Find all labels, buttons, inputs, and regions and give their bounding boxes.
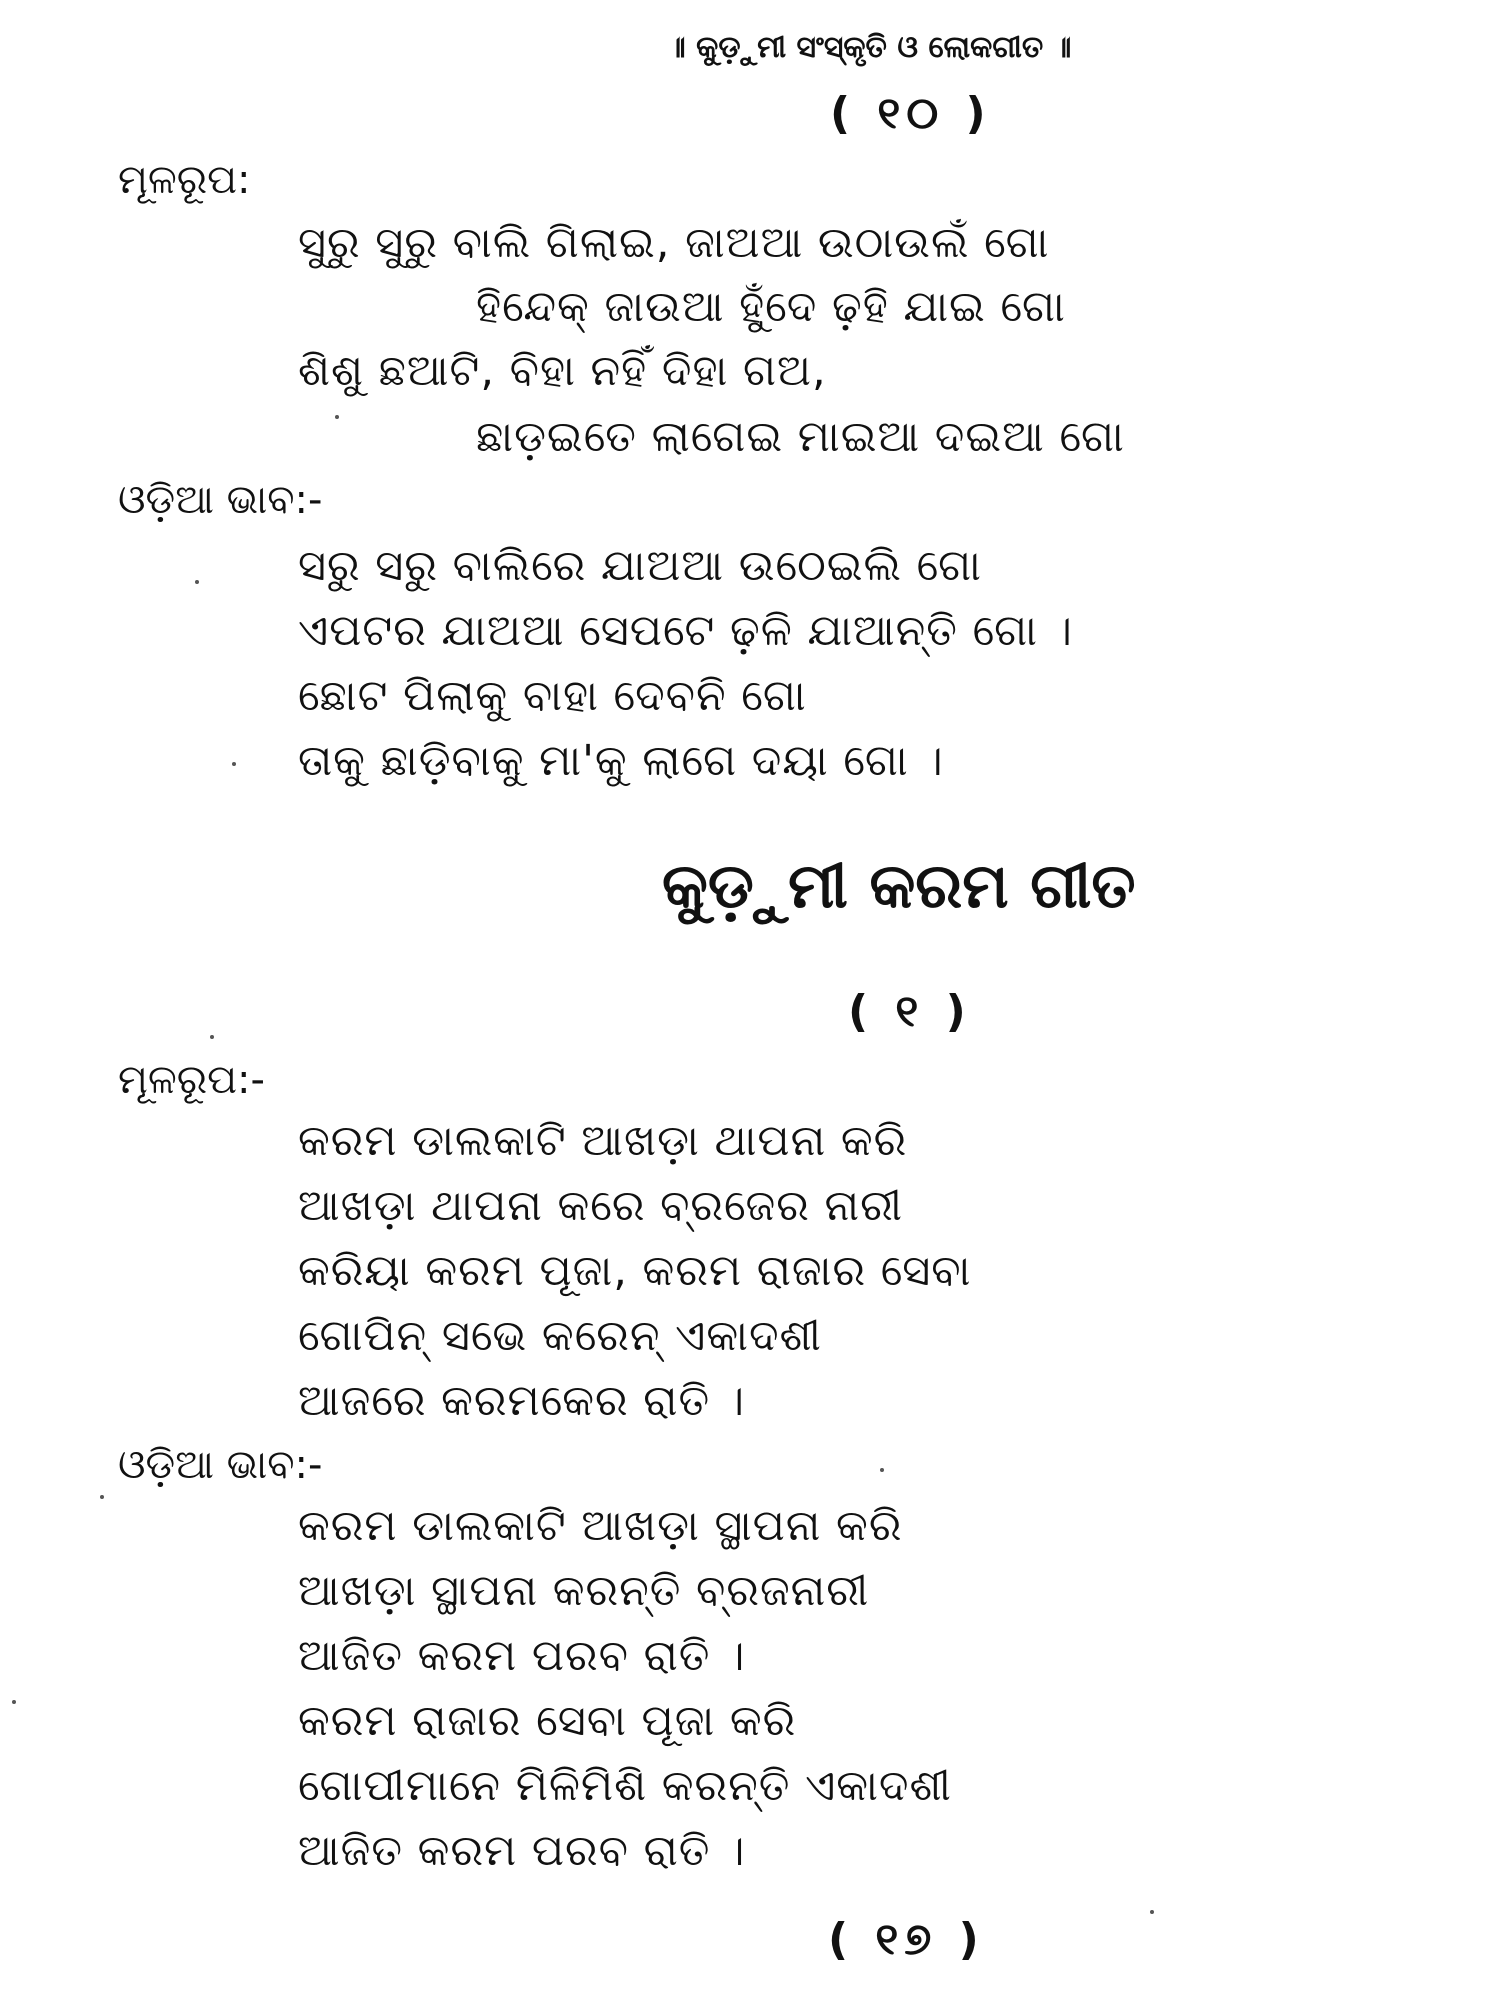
verse-line: କରମ ଡାଲକାଟି ଆଖଡ଼ା ଥାପନା କରି bbox=[298, 1116, 908, 1166]
verse-line: କରିୟା କରମ ପୂଜା, କରମ ରାଜାର ସେବା bbox=[298, 1246, 972, 1296]
odia-meaning-label: ଓଡ଼ିଆ ଭାବ:- bbox=[118, 477, 323, 523]
scan-speck bbox=[880, 1468, 884, 1472]
verse-line: ତାକୁ ଛାଡ଼ିବାକୁ ମା'କୁ ଲାଗେ ଦୟା ଗୋ । bbox=[298, 736, 944, 786]
verse-line: ହିନ୍ଦେକ୍ ଜାଉଆ ହୁଁଦେ ଢ଼ହି ଯାଇ ଗୋ bbox=[476, 282, 1066, 332]
verse-line: ଏପଟର ଯାଅଆ ସେପଟେ ଢ଼ଳି ଯାଆନ୍ତି ଗୋ । bbox=[298, 606, 1073, 656]
scan-speck bbox=[232, 762, 236, 766]
running-head: ॥ କୁଡ଼ୁମୀ ସଂସ୍କୃତି ଓ ଲୋକଗୀତ ॥ bbox=[668, 30, 1072, 65]
verse-line: କରମ ରାଜାର ସେବା ପୂଜା କରି bbox=[298, 1696, 797, 1746]
verse-line: ଶିଶୁ ଛଆଟି, ବିହା ନହିଁ ଦିହା ଗଅ, bbox=[298, 346, 827, 396]
verse-line: ଗୋପୀମାନେ ମିଳିମିଶି କରନ୍ତି ଏକାଦଶୀ bbox=[298, 1761, 952, 1811]
scan-speck bbox=[195, 580, 199, 584]
odia-meaning-label: ଓଡ଼ିଆ ଭାବ:- bbox=[118, 1442, 323, 1488]
scan-speck bbox=[100, 1495, 104, 1499]
verse-line: ସରୁ ସରୁ ବାଲିରେ ଯାଅଆ ଉଠେଇଲି ଗୋ bbox=[298, 541, 982, 591]
song-number: ( ୧ ) bbox=[848, 986, 972, 1037]
verse-line: ସୁରୁ ସୁରୁ ବାଲି ଗିଲାଇ, ଜାଅଆ ଉଠାଉଲଁ ଗୋ bbox=[298, 218, 1050, 268]
verse-line: କରମ ଡାଲକାଟି ଆଖଡ଼ା ସ୍ଥାପନା କରି bbox=[298, 1501, 903, 1551]
verse-line: ଆଖଡ଼ା ସ୍ଥାପନା କରନ୍ତି ବ୍ରଜନାରୀ bbox=[298, 1566, 870, 1616]
verse-line: ଛାଡ଼ଇତେ ଲାଗେଇ ମାଇଆ ଦଇଆ ଗୋ bbox=[476, 412, 1125, 462]
verse-line: ଆଖଡ଼ା ଥାପନା କରେ ବ୍ରଜେର ନାରୀ bbox=[298, 1181, 904, 1231]
verse-line: ଗୋପିନ୍ ସଭେ କରେନ୍ ଏକାଦଶୀ bbox=[298, 1311, 822, 1361]
verse-line: ଛୋଟ ପିଲାକୁ ବାହା ଦେବନି ଗୋ bbox=[298, 671, 807, 721]
scan-speck bbox=[335, 415, 339, 419]
section-heading: କୁଡ଼ୁମୀ କରମ ଗୀତ bbox=[662, 849, 1136, 922]
scan-speck bbox=[12, 1700, 16, 1704]
scan-speck bbox=[210, 1035, 214, 1039]
song-number: ( ୧୦ ) bbox=[830, 88, 992, 139]
original-label: ମୂଳରୂପ:- bbox=[118, 1057, 265, 1103]
verse-line: ଆଜିତ କରମ ପରବ ରାତି । bbox=[298, 1631, 746, 1681]
verse-line: ଆଜିତ କରମ ପରବ ରାତି । bbox=[298, 1826, 746, 1876]
verse-line: ଆଜରେ କରମକେର ରାତି । bbox=[298, 1376, 746, 1426]
original-label: ମୂଳରୂପ: bbox=[118, 157, 251, 203]
page-number: ( ୧୭ ) bbox=[828, 1914, 985, 1965]
scan-speck bbox=[1150, 1910, 1154, 1914]
